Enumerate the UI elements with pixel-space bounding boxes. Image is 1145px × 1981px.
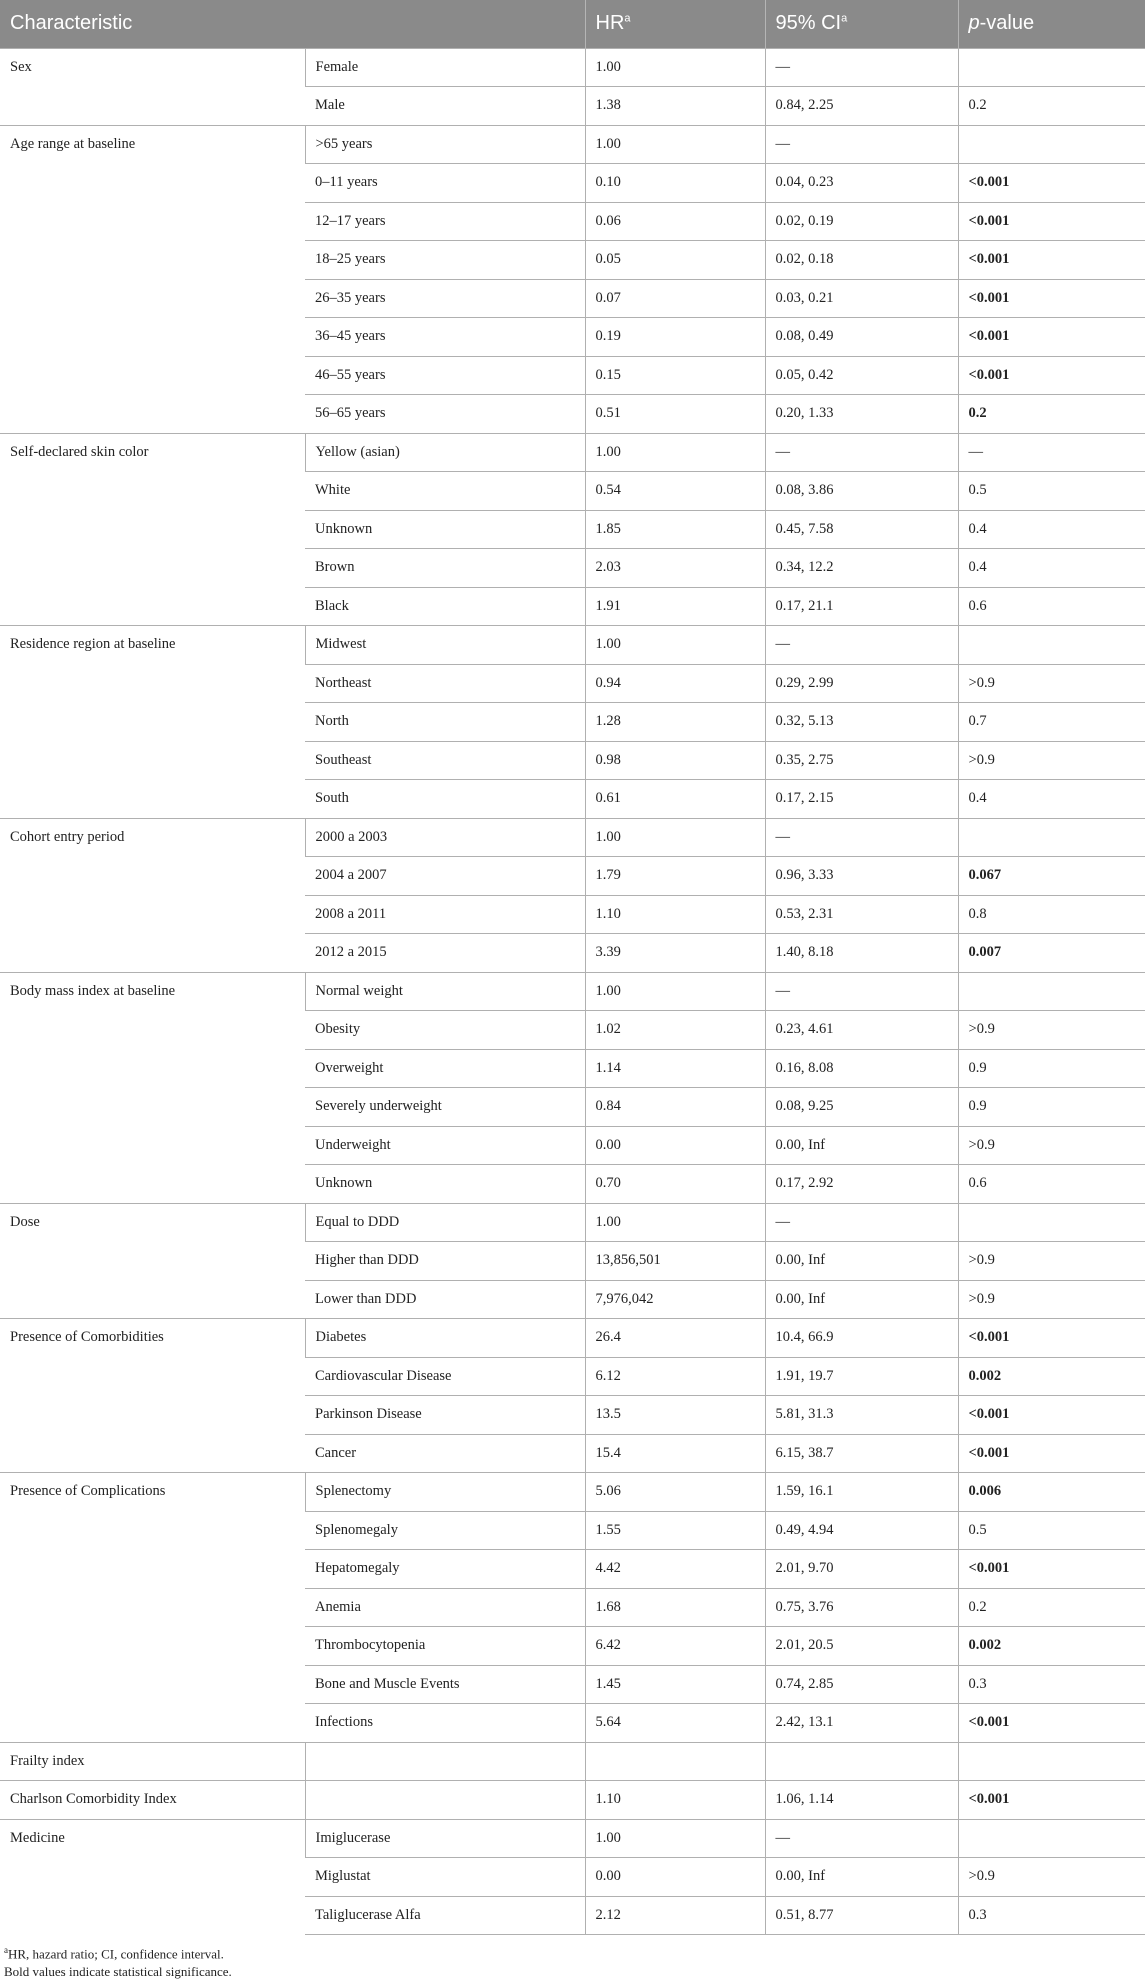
footnote-bold-note: Bold values indicate statistical significance.: [4, 1964, 232, 1980]
p-value-cell: 0.4: [958, 510, 1145, 549]
p-value-cell: <0.001: [958, 164, 1145, 203]
hr-cell: 1.10: [585, 1781, 765, 1820]
group-label: Sex: [0, 48, 305, 125]
ci-cell: —: [765, 1203, 958, 1242]
p-value-cell: <0.001: [958, 1396, 1145, 1435]
level-cell: Infections: [305, 1704, 585, 1743]
level-cell: Hepatomegaly: [305, 1550, 585, 1589]
ci-cell: 0.35, 2.75: [765, 741, 958, 780]
hr-cell: 0.10: [585, 164, 765, 203]
hr-cell: 1.38: [585, 87, 765, 126]
p-value-cell: [958, 1819, 1145, 1858]
table-row: [0, 48, 1145, 87]
ci-cell: 0.32, 5.13: [765, 703, 958, 742]
p-value-cell: 0.6: [958, 1165, 1145, 1204]
ci-cell: 0.49, 4.94: [765, 1511, 958, 1550]
group-label: Medicine: [0, 1819, 305, 1935]
level-cell: Severely underweight: [305, 1088, 585, 1127]
hr-cell: 2.03: [585, 549, 765, 588]
ci-cell: 0.17, 21.1: [765, 587, 958, 626]
ci-cell: 0.16, 8.08: [765, 1049, 958, 1088]
ci-cell: 1.59, 16.1: [765, 1473, 958, 1512]
table-row: [0, 1473, 1145, 1512]
group-label: Charlson Comorbidity Index: [0, 1781, 305, 1820]
hr-cell: 1.00: [585, 433, 765, 472]
header-ci: 95% $CI^a$: [765, 0, 958, 48]
p-value-cell: [958, 125, 1145, 164]
level-cell: Imiglucerase: [305, 1819, 585, 1858]
level-cell: Thrombocytopenia: [305, 1627, 585, 1666]
ci-cell: 0.23, 4.61: [765, 1011, 958, 1050]
hr-cell: 0.84: [585, 1088, 765, 1127]
ci-cell: 0.00, Inf: [765, 1280, 958, 1319]
ci-cell: —: [765, 626, 958, 665]
ci-cell: 0.75, 3.76: [765, 1588, 958, 1627]
p-value-cell: >0.9: [958, 1126, 1145, 1165]
ci-cell: 0.53, 2.31: [765, 895, 958, 934]
p-value-cell: 0.4: [958, 549, 1145, 588]
p-value-cell: 0.9: [958, 1088, 1145, 1127]
header-characteristic: Characteristic: [0, 0, 585, 48]
hr-cell: 5.64: [585, 1704, 765, 1743]
hr-cell: 0.70: [585, 1165, 765, 1204]
p-value-cell: <0.001: [958, 1434, 1145, 1473]
hr-cell: 1.00: [585, 1203, 765, 1242]
ci-cell: 1.06, 1.14: [765, 1781, 958, 1820]
level-cell: 2012 a 2015: [305, 934, 585, 973]
group-label: Body mass index at baseline: [0, 972, 305, 1203]
p-value-cell: [958, 818, 1145, 857]
p-value-cell: 0.5: [958, 472, 1145, 511]
p-value-cell: 0.3: [958, 1896, 1145, 1935]
level-cell: 18–25 years: [305, 241, 585, 280]
level-cell: 2008 a 2011: [305, 895, 585, 934]
p-value-cell: <0.001: [958, 1704, 1145, 1743]
hr-cell: 15.4: [585, 1434, 765, 1473]
hr-cell: 2.12: [585, 1896, 765, 1935]
p-value-cell: 0.2: [958, 87, 1145, 126]
level-cell: Underweight: [305, 1126, 585, 1165]
table-row: [0, 433, 1145, 472]
p-value-cell: <0.001: [958, 356, 1145, 395]
hr-cell: 0.05: [585, 241, 765, 280]
table-row: [0, 1781, 1145, 1820]
p-value-cell: 0.3: [958, 1665, 1145, 1704]
level-cell: Black: [305, 587, 585, 626]
ci-cell: 0.05, 0.42: [765, 356, 958, 395]
p-value-cell: >0.9: [958, 1858, 1145, 1897]
level-cell: Female: [305, 48, 585, 87]
group-label: Residence region at baseline: [0, 626, 305, 819]
ci-cell: 0.51, 8.77: [765, 1896, 958, 1935]
ci-cell: 1.91, 19.7: [765, 1357, 958, 1396]
hr-cell: 4.42: [585, 1550, 765, 1589]
group-label: Age range at baseline: [0, 125, 305, 433]
ci-cell: 0.00, Inf: [765, 1126, 958, 1165]
table-row: [0, 972, 1145, 1011]
hr-cell: 0.98: [585, 741, 765, 780]
hr-cell: 1.79: [585, 857, 765, 896]
hr-cell: 1.00: [585, 125, 765, 164]
level-cell: Taliglucerase Alfa: [305, 1896, 585, 1935]
ci-cell: —: [765, 818, 958, 857]
hr-cell: 1.55: [585, 1511, 765, 1550]
group-label: Self-declared skin color: [0, 433, 305, 626]
ci-cell: 0.29, 2.99: [765, 664, 958, 703]
hr-cell: 13,856,501: [585, 1242, 765, 1281]
p-value-cell: >0.9: [958, 1280, 1145, 1319]
p-value-cell: <0.001: [958, 318, 1145, 357]
ci-cell: 0.08, 9.25: [765, 1088, 958, 1127]
level-cell: South: [305, 780, 585, 819]
p-value-cell: >0.9: [958, 664, 1145, 703]
level-cell: 46–55 years: [305, 356, 585, 395]
hr-cell: 1.14: [585, 1049, 765, 1088]
ci-cell: 0.17, 2.15: [765, 780, 958, 819]
p-value-cell: <0.001: [958, 1319, 1145, 1358]
p-value-cell: <0.001: [958, 1550, 1145, 1589]
p-value-cell: 0.7: [958, 703, 1145, 742]
ci-cell: 1.40, 8.18: [765, 934, 958, 973]
p-value-cell: 0.9: [958, 1049, 1145, 1088]
hr-cell: 7,976,042: [585, 1280, 765, 1319]
level-cell: Higher than DDD: [305, 1242, 585, 1281]
hr-cell: 1.00: [585, 972, 765, 1011]
hr-cell: 1.28: [585, 703, 765, 742]
header-hr: $HR^a$: [585, 0, 765, 48]
p-value-cell: 0.067: [958, 857, 1145, 896]
p-value-cell: >0.9: [958, 1011, 1145, 1050]
table-row: [0, 818, 1145, 857]
level-cell: Northeast: [305, 664, 585, 703]
ci-cell: 0.84, 2.25: [765, 87, 958, 126]
level-cell: [305, 1781, 585, 1820]
p-value-cell: 0.007: [958, 934, 1145, 973]
hr-cell: 1.91: [585, 587, 765, 626]
hr-cell: 0.00: [585, 1858, 765, 1897]
level-cell: Male: [305, 87, 585, 126]
ci-cell: 0.02, 0.19: [765, 202, 958, 241]
level-cell: Splenomegaly: [305, 1511, 585, 1550]
ci-cell: 0.08, 0.49: [765, 318, 958, 357]
ci-cell: 0.04, 0.23: [765, 164, 958, 203]
level-cell: >65 years: [305, 125, 585, 164]
p-value-cell: <0.001: [958, 279, 1145, 318]
level-cell: Yellow (asian): [305, 433, 585, 472]
ci-cell: 10.4, 66.9: [765, 1319, 958, 1358]
ci-cell: —: [765, 1819, 958, 1858]
level-cell: 26–35 years: [305, 279, 585, 318]
level-cell: Lower than DDD: [305, 1280, 585, 1319]
ci-cell: —: [765, 972, 958, 1011]
level-cell: Anemia: [305, 1588, 585, 1627]
table-row: [0, 125, 1145, 164]
level-cell: Cardiovascular Disease: [305, 1357, 585, 1396]
ci-cell: 2.42, 13.1: [765, 1704, 958, 1743]
ci-cell: 0.74, 2.85: [765, 1665, 958, 1704]
hr-cell: 5.06: [585, 1473, 765, 1512]
table-row: [0, 1203, 1145, 1242]
p-value-cell: [958, 48, 1145, 87]
hr-cell: 26.4: [585, 1319, 765, 1358]
hr-cell: 1.68: [585, 1588, 765, 1627]
table-row: [0, 1319, 1145, 1358]
level-cell: 12–17 years: [305, 202, 585, 241]
level-cell: Equal to DDD: [305, 1203, 585, 1242]
ci-cell: 5.81, 31.3: [765, 1396, 958, 1435]
level-cell: Miglustat: [305, 1858, 585, 1897]
ci-cell: —: [765, 48, 958, 87]
group-label: Presence of Comorbidities: [0, 1319, 305, 1473]
level-cell: White: [305, 472, 585, 511]
header-p-value: p-value: [958, 0, 1145, 48]
group-label: Dose: [0, 1203, 305, 1319]
table-row: [0, 1819, 1145, 1858]
p-value-cell: 0.002: [958, 1357, 1145, 1396]
hr-cell: 3.39: [585, 934, 765, 973]
p-value-cell: 0.8: [958, 895, 1145, 934]
p-value-cell: 0.2: [958, 1588, 1145, 1627]
header-row: [0, 0, 1145, 48]
hr-cell: 1.02: [585, 1011, 765, 1050]
p-value-cell: <0.001: [958, 202, 1145, 241]
ci-cell: 0.96, 3.33: [765, 857, 958, 896]
p-value-cell: <0.001: [958, 1781, 1145, 1820]
ci-cell: 0.34, 12.2: [765, 549, 958, 588]
level-cell: Southeast: [305, 741, 585, 780]
p-value-cell: [958, 626, 1145, 665]
p-value-cell: 0.002: [958, 1627, 1145, 1666]
hr-cell: 0.00: [585, 1126, 765, 1165]
ci-cell: 0.02, 0.18: [765, 241, 958, 280]
hr-cell: 0.94: [585, 664, 765, 703]
hr-cell: 1.00: [585, 1819, 765, 1858]
level-cell: Diabetes: [305, 1319, 585, 1358]
p-value-cell: >0.9: [958, 741, 1145, 780]
footnotes: [0, 1935, 1145, 1981]
ci-cell: 0.08, 3.86: [765, 472, 958, 511]
hr-cell: 6.12: [585, 1357, 765, 1396]
ci-cell: 2.01, 9.70: [765, 1550, 958, 1589]
ci-cell: 0.17, 2.92: [765, 1165, 958, 1204]
level-cell: Splenectomy: [305, 1473, 585, 1512]
p-value-cell: 0.4: [958, 780, 1145, 819]
hr-cell: 0.61: [585, 780, 765, 819]
p-value-cell: [958, 1742, 1145, 1781]
ci-cell: 0.00, Inf: [765, 1242, 958, 1281]
ci-cell: 0.03, 0.21: [765, 279, 958, 318]
level-cell: 0–11 years: [305, 164, 585, 203]
p-value-cell: 0.5: [958, 1511, 1145, 1550]
level-cell: Obesity: [305, 1011, 585, 1050]
hr-cell: 1.00: [585, 626, 765, 665]
level-cell: Parkinson Disease: [305, 1396, 585, 1435]
p-value-cell: [958, 972, 1145, 1011]
level-cell: Unknown: [305, 510, 585, 549]
hr-cell: 6.42: [585, 1627, 765, 1666]
ci-cell: 2.01, 20.5: [765, 1627, 958, 1666]
ci-cell: —: [765, 125, 958, 164]
p-value-cell: <0.001: [958, 241, 1145, 280]
hr-cell: 1.10: [585, 895, 765, 934]
hr-cell: 0.07: [585, 279, 765, 318]
table-row: [0, 626, 1145, 665]
hr-cell: 1.00: [585, 48, 765, 87]
level-cell: 2000 a 2003: [305, 818, 585, 857]
level-cell: North: [305, 703, 585, 742]
hr-cell: 1.00: [585, 818, 765, 857]
hr-cell: [585, 1742, 765, 1781]
group-label: Presence of Complications: [0, 1473, 305, 1743]
level-cell: Brown: [305, 549, 585, 588]
level-cell: Normal weight: [305, 972, 585, 1011]
group-label: Frailty index: [0, 1742, 305, 1781]
p-value-cell: —: [958, 433, 1145, 472]
ci-cell: 0.20, 1.33: [765, 395, 958, 434]
level-cell: Overweight: [305, 1049, 585, 1088]
ci-cell: 6.15, 38.7: [765, 1434, 958, 1473]
ci-cell: 0.45, 7.58: [765, 510, 958, 549]
footnote-abbreviations: $^a$HR, hazard ratio; CI, confidence interval.: [4, 1945, 224, 1962]
hr-cell: 0.54: [585, 472, 765, 511]
level-cell: 36–45 years: [305, 318, 585, 357]
level-cell: Unknown: [305, 1165, 585, 1204]
hr-cell: 0.51: [585, 395, 765, 434]
level-cell: Midwest: [305, 626, 585, 665]
level-cell: Cancer: [305, 1434, 585, 1473]
level-cell: Bone and Muscle Events: [305, 1665, 585, 1704]
ci-cell: [765, 1742, 958, 1781]
level-cell: 56–65 years: [305, 395, 585, 434]
p-value-cell: 0.2: [958, 395, 1145, 434]
hr-cell: 1.45: [585, 1665, 765, 1704]
hr-cell: 0.06: [585, 202, 765, 241]
p-value-cell: 0.006: [958, 1473, 1145, 1512]
table-row: [0, 1742, 1145, 1781]
table-body: [0, 48, 1145, 1935]
level-cell: [305, 1742, 585, 1781]
hr-cell: 13.5: [585, 1396, 765, 1435]
hr-cell: 0.15: [585, 356, 765, 395]
group-label: Cohort entry period: [0, 818, 305, 972]
p-value-cell: 0.6: [958, 587, 1145, 626]
ci-cell: —: [765, 433, 958, 472]
hr-cell: 0.19: [585, 318, 765, 357]
p-value-cell: >0.9: [958, 1242, 1145, 1281]
hr-cell: 1.85: [585, 510, 765, 549]
level-cell: 2004 a 2007: [305, 857, 585, 896]
p-value-cell: [958, 1203, 1145, 1242]
ci-cell: 0.00, Inf: [765, 1858, 958, 1897]
